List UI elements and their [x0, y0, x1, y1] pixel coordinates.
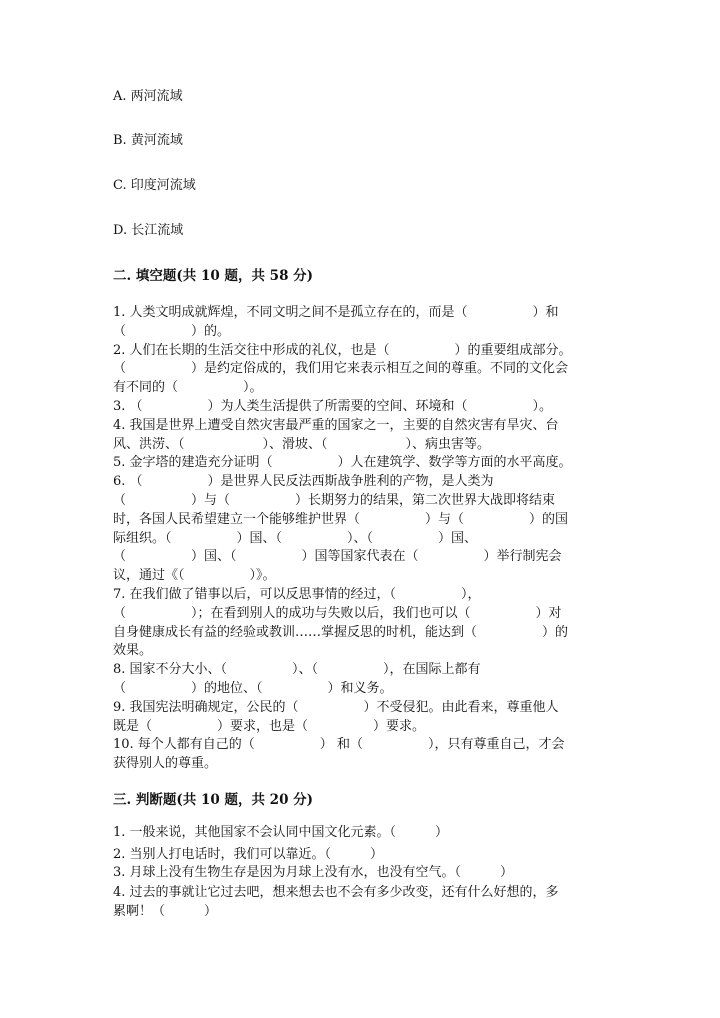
option-item: A. 两河流域 [113, 89, 183, 104]
question-line: （ ）；在看到别人的成功与失败以后，我们也可以（ ）对 [113, 605, 562, 621]
question-line: 1. 人类文明成就辉煌，不同文明之间不是孤立存在的，而是（ ）和 [113, 305, 559, 320]
question-line: 10. 每个人都有自己的（ ） 和（ ），只有尊重自己，才会 [113, 737, 565, 753]
question-line: 2. 人们在长期的生活交往中形成的礼仪，也是（ ）的重要组成部分。 [113, 342, 572, 358]
question-line: 风、洪涝、（ ）、滑坡、（ ）、病虫害等。 [113, 436, 491, 452]
question-line: 时，各国人民希望建立一个能够维护世界（ ）与（ ）的国 [113, 511, 569, 527]
option-item: C. 印度河流域 [113, 178, 196, 193]
question-line: 9. 我国宪法明确规定，公民的（ ）不受侵犯。由此看来，尊重他人 [113, 699, 559, 715]
option-item: B. 黄河流域 [113, 133, 183, 148]
question-line: 4. 我国是世界上遭受自然灾害最严重的国家之一，主要的自然灾害有旱灾、台 [113, 417, 559, 433]
option-item: D. 长江流域 [113, 223, 184, 238]
question-line: 4. 过去的事就让它过去吧，想来想去也不会有多少改变，还有什么好想的，多 [113, 885, 559, 900]
question-line: （ ）国、（ ）国等国家代表在（ ）举行制宪会 [113, 549, 562, 565]
section-heading: 三. 判断题(共 10 题，共 20 分) [113, 792, 314, 808]
question-line: 有不同的（ ）。 [113, 380, 263, 396]
question-line: 6. （ ）是世界人民反法西斯战争胜利的产物，是人类为 [113, 474, 494, 490]
question-line: 自身健康成长有益的经验或教训……掌握反思的时机，能达到（ ）的 [113, 624, 569, 640]
question-line: （ ）与（ ）长期努力的结果，第二次世界大战即将结束 [113, 493, 556, 508]
question-line: 既是（ ）要求，也是（ ）要求。 [113, 718, 426, 734]
question-line: （ ）的。 [113, 323, 231, 339]
question-line: 5. 金字塔的建造充分证明（ ）人在建筑学、数学等方面的水平高度。 [113, 455, 572, 471]
question-line: 8. 国家不分大小、（ ）、（ ），在国际上都有 [113, 662, 481, 678]
question-line: 累啊！（ ） [113, 904, 218, 919]
question-line: 3. 月球上没有生物生存是因为月球上没有水，也没有空气。（ ） [113, 865, 514, 880]
question-line: 效果。 [113, 643, 153, 659]
question-line: （ ）是约定俗成的，我们用它来表示相互之间的尊重。不同的文化会 [113, 361, 569, 377]
question-line: 3. （ ）为人类生活提供了所需要的空间、环境和（ ）。 [113, 399, 553, 414]
question-line: （ ）的地位、（ ）和义务。 [113, 681, 393, 696]
question-line: 获得别人的尊重。 [113, 756, 218, 772]
question-line: 议，通过《（ ）》。 [113, 568, 276, 584]
question-line: 7. 在我们做了错事以后，可以反思事情的经过，（ ）， [113, 587, 481, 602]
section-heading: 二. 填空题(共 10 题，共 58 分) [113, 268, 314, 284]
question-line: 2. 当别人打电话时，我们可以靠近。（ ） [113, 847, 384, 862]
question-line: 1. 一般来说，其他国家不会认同中国文化元素。（ ） [113, 825, 449, 840]
question-line: 际组织。（ ）国、（ ）、（ ）国、 [113, 530, 478, 546]
